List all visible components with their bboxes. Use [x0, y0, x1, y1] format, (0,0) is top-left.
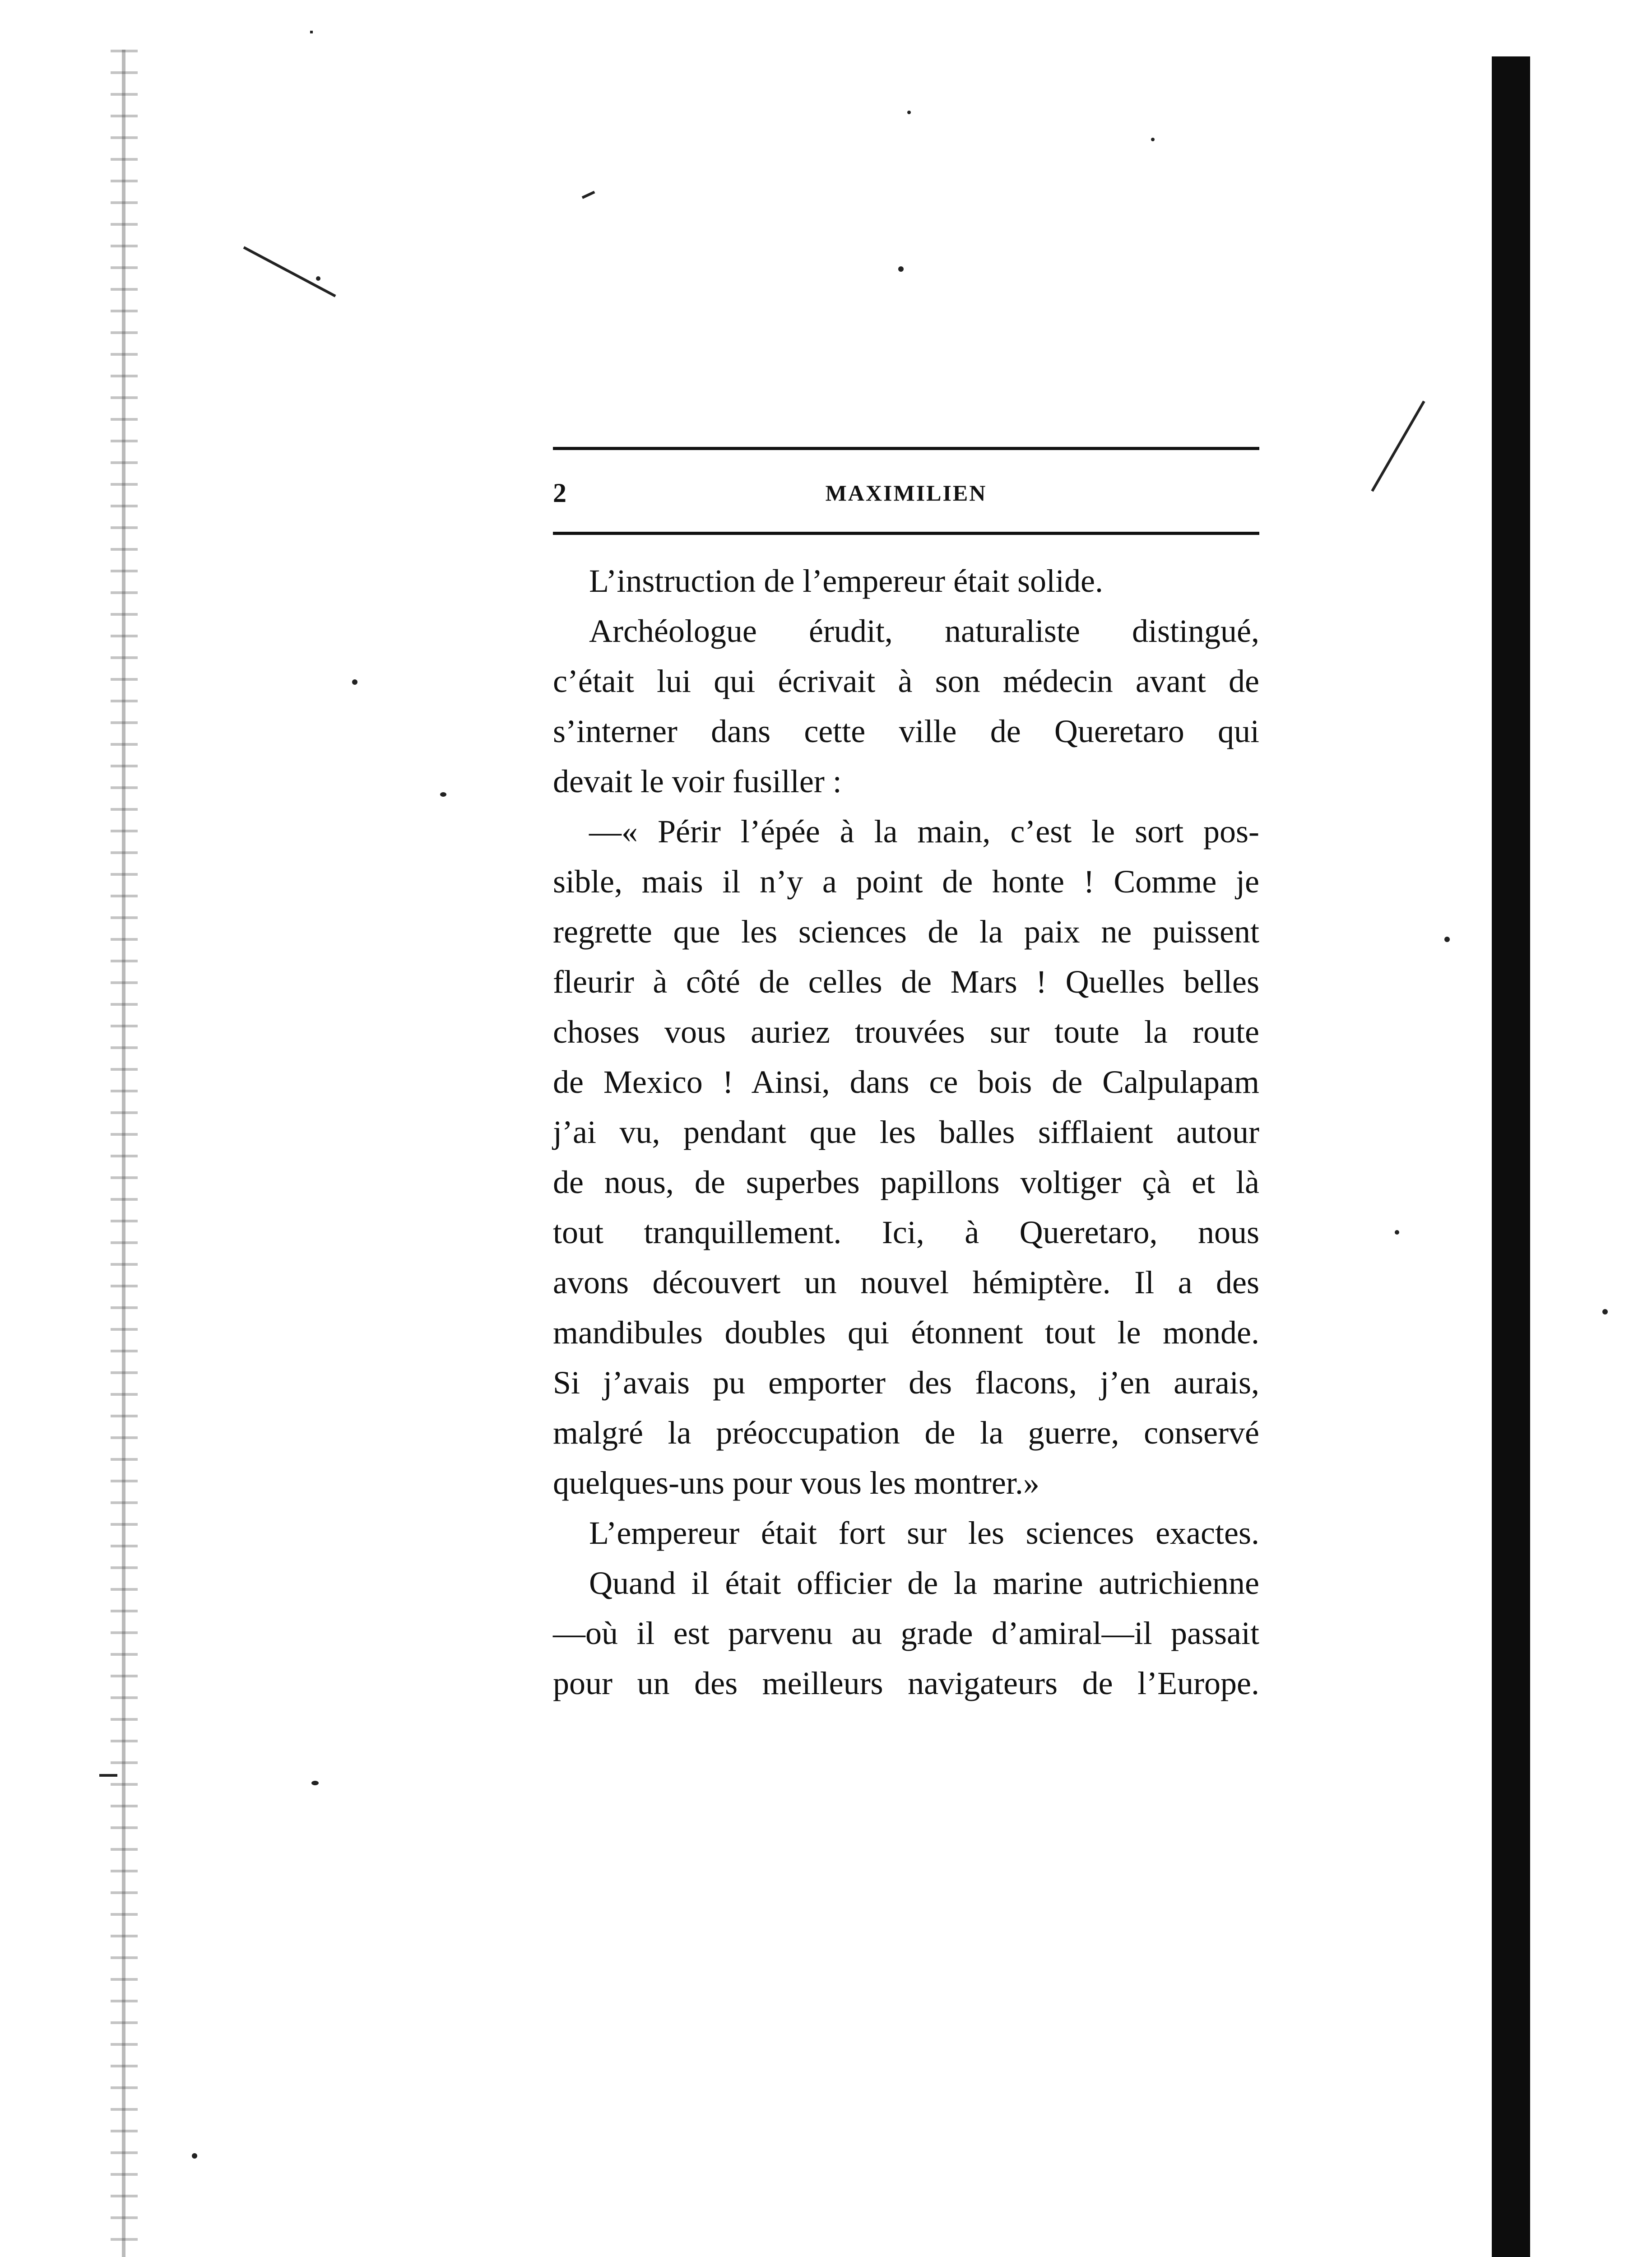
- scan-binding-strip: [122, 50, 125, 2257]
- text-line: de nous, de superbes papillons voltiger çà et là: [553, 1164, 1259, 1200]
- text-line: pour un des meilleurs navigateurs de l’Europe.: [553, 1665, 1259, 1701]
- text-line: avons découvert un nouvel hémiptère. Il a des: [553, 1264, 1259, 1300]
- scan-speck: [192, 2153, 197, 2159]
- text-line: choses vous auriez trouvées sur toute la route: [553, 1014, 1259, 1050]
- text-line: j’ai vu, pendant que les balles sifflaient autour: [553, 1114, 1259, 1150]
- scan-speck: [1444, 937, 1450, 942]
- text-line: —« Périr l’épée à la main, c’est le sort pos-: [589, 813, 1259, 850]
- page-number: 2: [553, 478, 566, 508]
- text-line: s’interner dans cette ville de Queretaro qui: [553, 713, 1259, 749]
- scan-speck: [440, 792, 446, 797]
- text-line: sible, mais il n’y a point de honte ! Comme je: [553, 864, 1259, 900]
- scan-speck: [1395, 1230, 1399, 1235]
- text-line: malgré la préoccupation de la guerre, conservé: [553, 1415, 1259, 1451]
- header-rule-bottom: [553, 532, 1259, 535]
- text-line: regrette que les sciences de la paix ne puissent: [553, 914, 1259, 950]
- pencil-mark: [310, 31, 313, 33]
- scan-speck: [1151, 138, 1155, 141]
- text-line: de Mexico ! Ainsi, dans ce bois de Calpulapam: [553, 1064, 1259, 1100]
- text-line: c’était lui qui écrivait à son médecin avant de: [553, 663, 1259, 699]
- scan-speck: [316, 276, 320, 281]
- text-line: devait le voir fusiller :: [553, 763, 842, 799]
- scan-speck: [1602, 1309, 1608, 1314]
- scan-speck: [352, 679, 357, 685]
- scan-speck: [898, 266, 904, 272]
- scan-speck: [311, 1781, 319, 1785]
- running-header: [553, 475, 1259, 511]
- text-line: tout tranquillement. Ici, à Queretaro, nous: [553, 1214, 1259, 1250]
- text-line: L’instruction de l’empereur était solide.: [589, 563, 1103, 599]
- text-line: —où il est parvenu au grade d’amiral—il passait: [553, 1615, 1259, 1651]
- text-line: L’empereur était fort sur les sciences exactes.: [589, 1515, 1259, 1551]
- pencil-mark: [582, 191, 595, 199]
- text-line: Quand il était officier de la marine autrichienne: [589, 1565, 1259, 1601]
- running-head-title: MAXIMILIEN: [825, 480, 987, 506]
- scan-black-edge: [1492, 56, 1530, 2257]
- header-rule-top: [553, 447, 1259, 450]
- text-line: Archéologue érudit, naturaliste distingué,: [589, 613, 1259, 649]
- body-text: [553, 556, 1259, 1709]
- pencil-mark: [99, 1774, 117, 1777]
- pencil-mark: [1371, 400, 1425, 492]
- pencil-mark: [243, 246, 336, 297]
- text-line: mandibules doubles qui étonnent tout le monde.: [553, 1314, 1259, 1351]
- text-line: quelques-uns pour vous les montrer.»: [553, 1465, 1039, 1501]
- text-line: Si j’avais pu emporter des flacons, j’en aurais,: [553, 1365, 1259, 1401]
- scan-speck: [907, 111, 911, 114]
- text-line: fleurir à côté de celles de Mars ! Quelles belles: [553, 964, 1259, 1000]
